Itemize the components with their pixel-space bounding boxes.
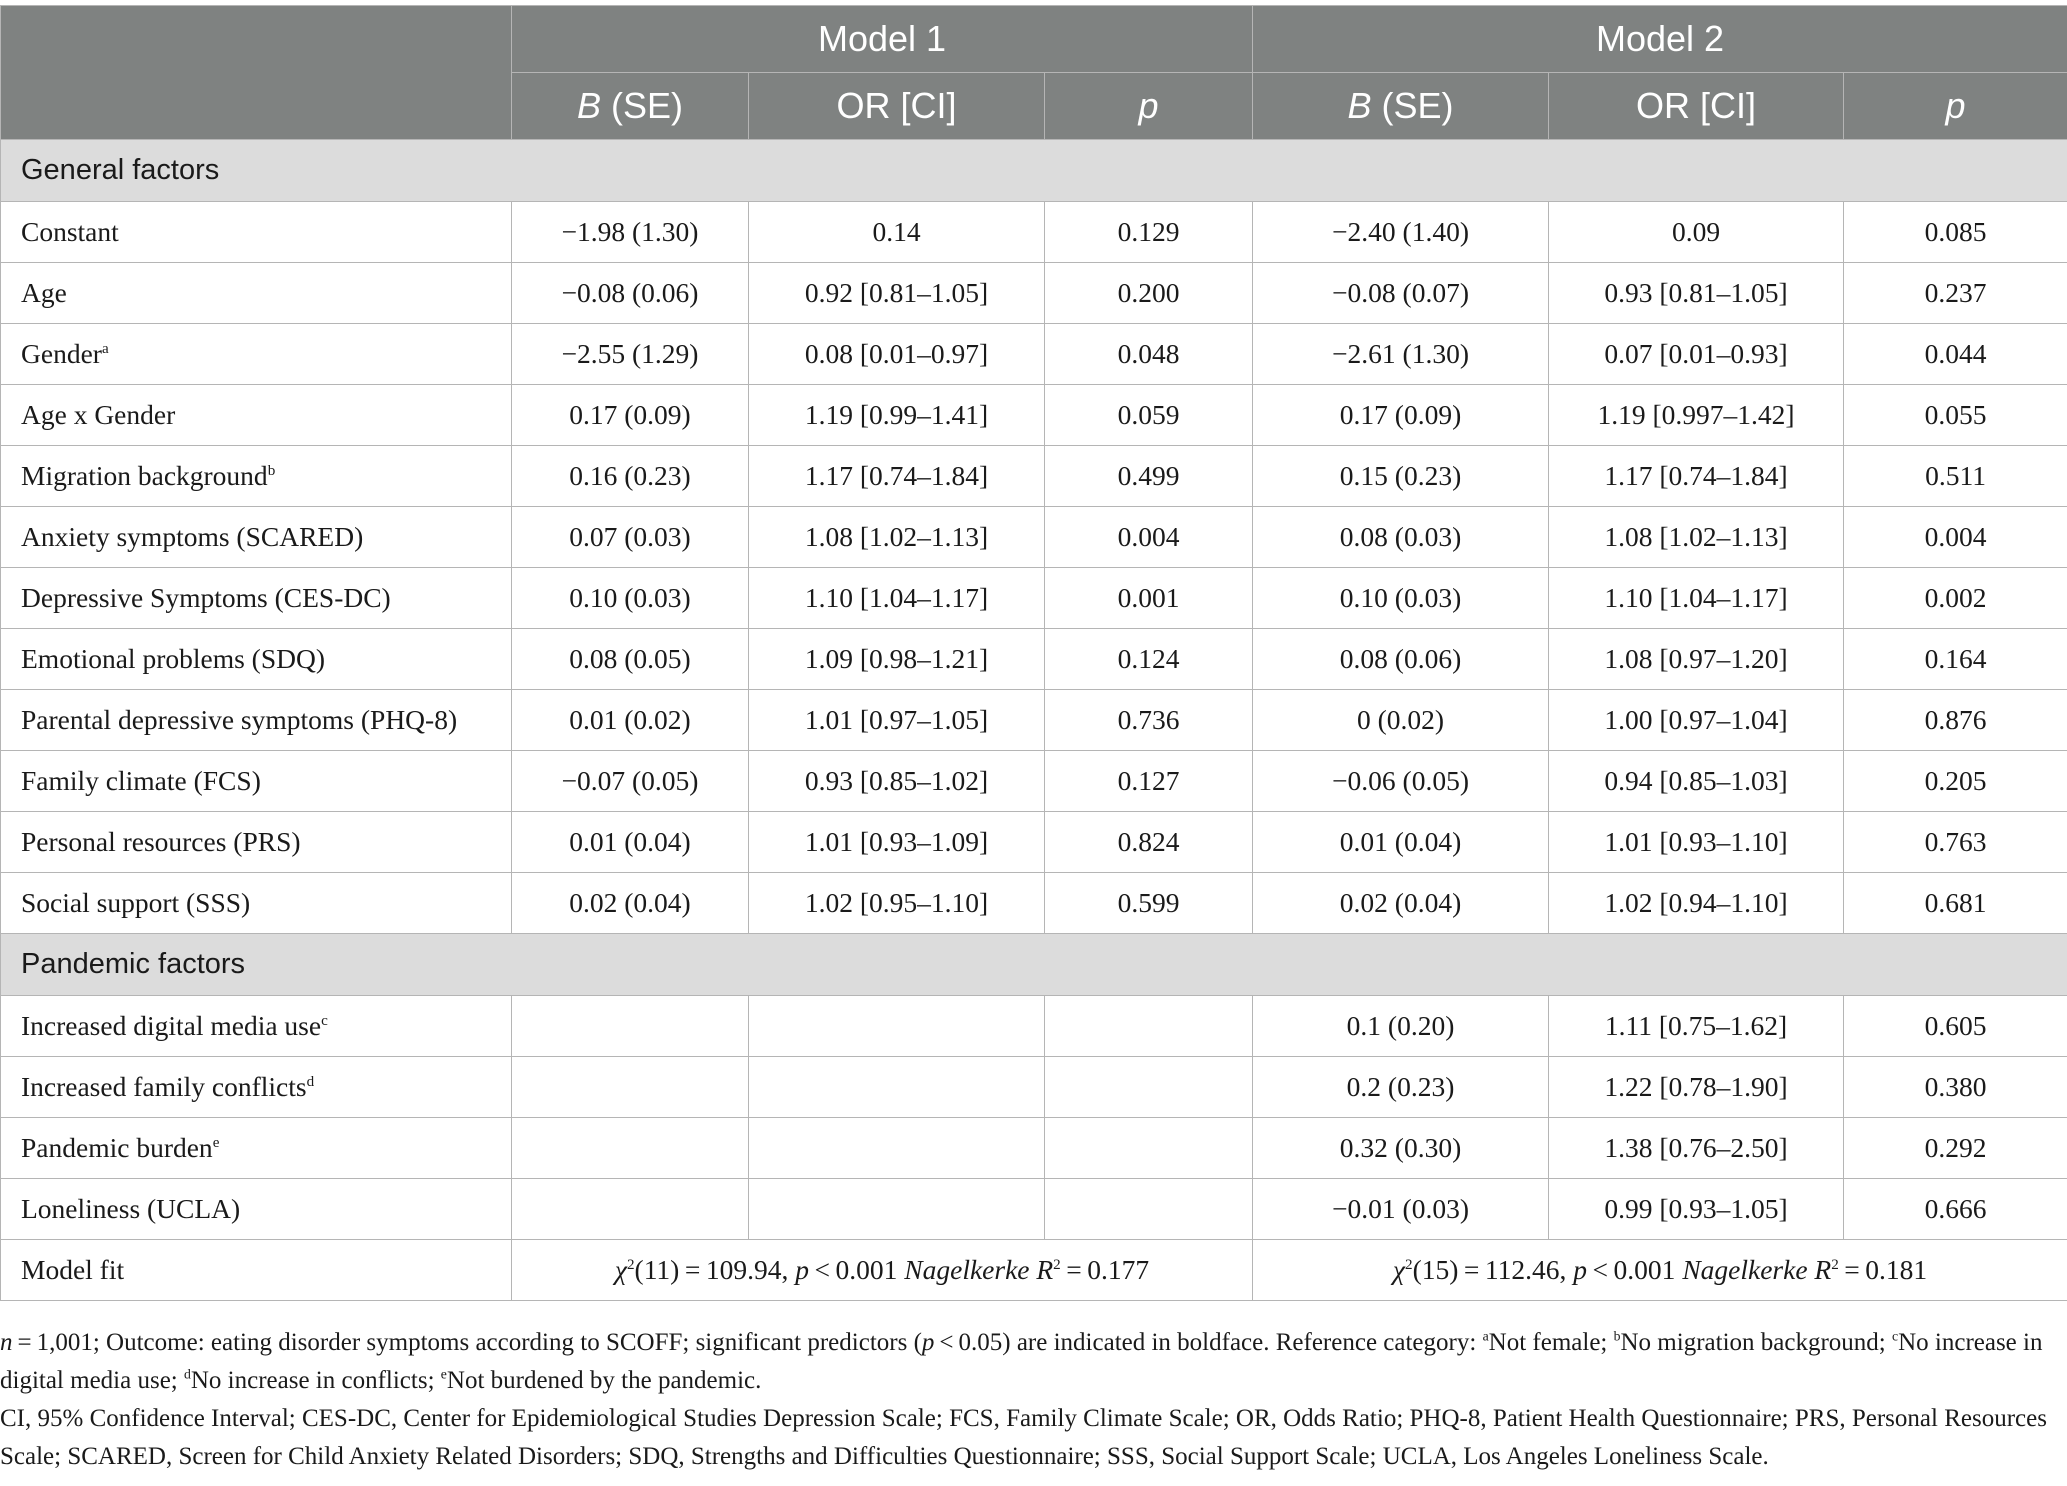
chi-value: (11) = 109.94, — [634, 1254, 796, 1285]
model1-or-ci: 0.93 [0.85–1.02] — [749, 751, 1045, 812]
model1-or-ci: 1.02 [0.95–1.10] — [749, 873, 1045, 934]
row-label — [1, 873, 512, 934]
ref-text: Not female; — [1488, 1329, 1614, 1356]
model2-or-ci: 0.99 [0.93–1.05] — [1549, 1179, 1844, 1240]
model2-p-value: 0.237 — [1844, 263, 2067, 324]
model2-p-value: 0.605 — [1844, 996, 2067, 1057]
model2-p-value: 0.055 — [1844, 385, 2067, 446]
chi-value: (15) = 112.46, — [1412, 1254, 1574, 1285]
p-value: < 0.001 — [1587, 1254, 1683, 1285]
row-label-text: Anxiety symptoms (SCARED) — [21, 521, 364, 552]
model1-or-ci: 1.10 [1.04–1.17] — [749, 568, 1045, 629]
model1-or-ci — [749, 996, 1045, 1057]
model1-b-se: 0.08 (0.05) — [512, 629, 749, 690]
section-label: General factors — [1, 140, 2067, 202]
nagelkerke-label: Nagelkerke R — [904, 1254, 1054, 1285]
model1-b-se: 0.01 (0.04) — [512, 812, 749, 873]
model1-or-ci: 1.19 [0.99–1.41] — [749, 385, 1045, 446]
row-label-text: Social support (SSS) — [21, 887, 251, 918]
ref-text: Not burdened by the pandemic. — [446, 1367, 762, 1394]
section-general-factors — [1, 140, 2067, 202]
model1-or-ci — [749, 1118, 1045, 1179]
model1-b-se — [512, 1057, 749, 1118]
row-label — [1, 629, 512, 690]
model2-fit — [1253, 1240, 2067, 1301]
model1-p-value — [1045, 996, 1253, 1057]
r2-sup: 2 — [1831, 1256, 1839, 1273]
row-label-text: Increased digital media use — [21, 1010, 322, 1041]
header-blank-cell — [1, 6, 512, 140]
model2-b-se: −0.06 (0.05) — [1253, 751, 1549, 812]
model2-b-se: −2.61 (1.30) — [1253, 324, 1549, 385]
header-p-italic: p — [1945, 85, 1966, 126]
table-row — [1, 873, 2067, 934]
model1-p-value: 0.129 — [1045, 202, 1253, 263]
table-row — [1, 1057, 2067, 1118]
model1-p-value: 0.127 — [1045, 751, 1253, 812]
model2-p-value: 0.044 — [1844, 324, 2067, 385]
table-row — [1, 446, 2067, 507]
row-label-text: Migration background — [21, 460, 268, 491]
model1-or-ci: 1.09 [0.98–1.21] — [749, 629, 1045, 690]
ref-text: No migration background; — [1620, 1329, 1892, 1356]
model1-or-ci: 1.08 [1.02–1.13] — [749, 507, 1045, 568]
header-model1: Model 1 — [512, 6, 1253, 73]
model2-p-value: 0.876 — [1844, 690, 2067, 751]
model2-b-se: 0.15 (0.23) — [1253, 446, 1549, 507]
model2-b-se: −0.08 (0.07) — [1253, 263, 1549, 324]
model2-or-ci: 1.17 [0.74–1.84] — [1549, 446, 1844, 507]
model1-or-ci: 1.01 [0.97–1.05] — [749, 690, 1045, 751]
nagelkerke-label: Nagelkerke R — [1682, 1254, 1832, 1285]
p-italic: p — [1573, 1254, 1588, 1285]
model1-p-value: 0.200 — [1045, 263, 1253, 324]
model1-or-ci: 1.01 [0.93–1.09] — [749, 812, 1045, 873]
row-label-text: Depressive Symptoms (CES-DC) — [21, 582, 391, 613]
model2-or-ci: 1.10 [1.04–1.17] — [1549, 568, 1844, 629]
row-label-text: Increased family conflicts — [21, 1071, 307, 1102]
notes-text: < 0.05) are indicated in boldface. Reference category: — [934, 1329, 1483, 1356]
table-row — [1, 202, 2067, 263]
row-label — [1, 385, 512, 446]
table-row — [1, 1118, 2067, 1179]
model2-p-value: 0.681 — [1844, 873, 2067, 934]
table-row — [1, 629, 2067, 690]
model1-p-value: 0.059 — [1045, 385, 1253, 446]
model2-or-ci: 1.38 [0.76–2.50] — [1549, 1118, 1844, 1179]
row-label-text: Gender — [21, 338, 102, 369]
chi-sup: 2 — [626, 1256, 635, 1273]
model1-or-ci: 0.92 [0.81–1.05] — [749, 263, 1045, 324]
ref-text: No increase in digital media use; — [0, 1329, 2043, 1394]
footnote-marker: d — [306, 1073, 315, 1090]
section-label: Pandemic factors — [1, 934, 2067, 996]
row-label — [1, 446, 512, 507]
model1-p-value: 0.004 — [1045, 507, 1253, 568]
model2-p-value: 0.511 — [1844, 446, 2067, 507]
model2-b-se: −0.01 (0.03) — [1253, 1179, 1549, 1240]
row-label — [1, 1057, 512, 1118]
model1-b-se: 0.16 (0.23) — [512, 446, 749, 507]
header-row-models — [1, 6, 2067, 73]
footnote-marker: e — [212, 1134, 220, 1151]
model1-b-se — [512, 1118, 749, 1179]
model2-p-value: 0.380 — [1844, 1057, 2067, 1118]
table-row — [1, 385, 2067, 446]
model2-b-se: 0.32 (0.30) — [1253, 1118, 1549, 1179]
ref-sup: d — [183, 1366, 191, 1382]
header-b-italic: B — [576, 85, 601, 126]
model2-b-se: 0.2 (0.23) — [1253, 1057, 1549, 1118]
row-label — [1, 690, 512, 751]
header-model2: Model 2 — [1253, 6, 2067, 73]
model2-b-se: 0.02 (0.04) — [1253, 873, 1549, 934]
p-value: < 0.001 — [809, 1254, 905, 1285]
table-row — [1, 263, 2067, 324]
row-label — [1, 1179, 512, 1240]
ref-sup: b — [1613, 1328, 1621, 1344]
p-italic: p — [921, 1329, 935, 1356]
chi-symbol: χ — [1392, 1254, 1406, 1285]
footnote-marker: b — [267, 462, 276, 479]
row-label-text: Emotional problems (SDQ) — [21, 643, 325, 674]
row-label — [1, 1118, 512, 1179]
model1-fit — [512, 1240, 1253, 1301]
r2-value: = 0.181 — [1838, 1254, 1928, 1285]
r2-sup: 2 — [1053, 1256, 1061, 1273]
model1-p-value: 0.599 — [1045, 873, 1253, 934]
n-italic: n — [0, 1329, 13, 1356]
row-label — [1, 202, 512, 263]
notes-line-1 — [0, 1324, 2060, 1400]
model2-or-ci: 1.22 [0.78–1.90] — [1549, 1057, 1844, 1118]
model2-p-value: 0.763 — [1844, 812, 2067, 873]
model2-b-se: 0 (0.02) — [1253, 690, 1549, 751]
model2-or-ci: 1.08 [1.02–1.13] — [1549, 507, 1844, 568]
model2-p-value: 0.292 — [1844, 1118, 2067, 1179]
chi-sup: 2 — [1405, 1256, 1413, 1273]
model1-b-se — [512, 1179, 749, 1240]
table-row — [1, 751, 2067, 812]
model1-b-se: −1.98 (1.30) — [512, 202, 749, 263]
table-row — [1, 996, 2067, 1057]
table-row — [1, 812, 2067, 873]
model1-b-se: −0.08 (0.06) — [512, 263, 749, 324]
row-label-text: Loneliness (UCLA) — [21, 1193, 241, 1224]
model-fit-row — [1, 1240, 2067, 1301]
model2-p-value: 0.666 — [1844, 1179, 2067, 1240]
model2-p-value: 0.205 — [1844, 751, 2067, 812]
header-m2-b — [1253, 73, 1549, 140]
row-label-text: Personal resources (PRS) — [21, 826, 301, 857]
model1-b-se: −2.55 (1.29) — [512, 324, 749, 385]
model1-p-value: 0.824 — [1045, 812, 1253, 873]
notes-abbreviations: CI, 95% Confidence Interval; CES-DC, Center for Epidemiological Studies Depression Scale; FCS, Family Climate Scale; OR, Odds Ratio; PHQ-8, Patient Health Questionnaire; PRS, Personal Resources Scale; SCARED, Screen for Child Anxiety Related Disorders; SDQ, Strengths and Difficulties Questionnaire; SSS, Social Support Scale; UCLA, Los Angeles Loneliness Scale. — [0, 1405, 2047, 1470]
model1-p-value — [1045, 1179, 1253, 1240]
model1-p-value: 0.124 — [1045, 629, 1253, 690]
model1-or-ci: 0.14 — [749, 202, 1045, 263]
p-italic: p — [795, 1254, 809, 1285]
notes-text: = 1,001; Outcome: eating disorder symptoms according to SCOFF; significant predictors ( — [12, 1329, 922, 1356]
header-b-rest: (SE) — [1371, 85, 1454, 126]
model2-b-se: −2.40 (1.40) — [1253, 202, 1549, 263]
table-row — [1, 1179, 2067, 1240]
row-label — [1, 751, 512, 812]
model2-or-ci: 1.08 [0.97–1.20] — [1549, 629, 1844, 690]
header-b-rest: (SE) — [601, 85, 684, 126]
ref-sup: e — [440, 1366, 447, 1382]
table-row — [1, 568, 2067, 629]
model2-or-ci: 0.94 [0.85–1.03] — [1549, 751, 1844, 812]
model2-or-ci: 1.19 [0.997–1.42] — [1549, 385, 1844, 446]
model1-or-ci — [749, 1057, 1045, 1118]
table-row — [1, 507, 2067, 568]
model1-or-ci — [749, 1179, 1045, 1240]
row-label-text: Age — [21, 277, 67, 308]
model1-p-value — [1045, 1057, 1253, 1118]
row-label-text: Pandemic burden — [21, 1132, 213, 1163]
section-pandemic-factors — [1, 934, 2067, 996]
table-row — [1, 324, 2067, 385]
model1-b-se: 0.10 (0.03) — [512, 568, 749, 629]
model2-or-ci: 1.02 [0.94–1.10] — [1549, 873, 1844, 934]
model1-b-se: 0.17 (0.09) — [512, 385, 749, 446]
model1-b-se — [512, 996, 749, 1057]
model2-or-ci: 1.11 [0.75–1.62] — [1549, 996, 1844, 1057]
header-m1-b — [512, 73, 749, 140]
model1-p-value: 0.001 — [1045, 568, 1253, 629]
model2-or-ci: 0.09 — [1549, 202, 1844, 263]
model1-p-value — [1045, 1118, 1253, 1179]
row-label — [1, 812, 512, 873]
row-label-text: Family climate (FCS) — [21, 765, 261, 796]
ref-sup: c — [1891, 1328, 1899, 1344]
model2-b-se: 0.10 (0.03) — [1253, 568, 1549, 629]
model2-b-se: 0.17 (0.09) — [1253, 385, 1549, 446]
model2-p-value: 0.002 — [1844, 568, 2067, 629]
model2-p-value: 0.085 — [1844, 202, 2067, 263]
model1-p-value: 0.048 — [1045, 324, 1253, 385]
model1-p-value: 0.499 — [1045, 446, 1253, 507]
header-m2-or: OR [CI] — [1549, 73, 1844, 140]
model1-or-ci: 0.08 [0.01–0.97] — [749, 324, 1045, 385]
model2-or-ci: 1.01 [0.93–1.10] — [1549, 812, 1844, 873]
table-notes — [0, 1324, 2060, 1476]
row-label — [1, 507, 512, 568]
ref-text: No increase in conflicts; — [190, 1367, 441, 1394]
header-m1-or: OR [CI] — [749, 73, 1045, 140]
footnote-marker: a — [101, 340, 109, 357]
header-m2-p — [1844, 73, 2067, 140]
model1-b-se: −0.07 (0.05) — [512, 751, 749, 812]
row-label-text: Age x Gender — [21, 399, 176, 430]
model2-b-se: 0.01 (0.04) — [1253, 812, 1549, 873]
footnote-marker: c — [321, 1012, 328, 1029]
row-label — [1, 263, 512, 324]
model2-b-se: 0.08 (0.06) — [1253, 629, 1549, 690]
row-label: Model fit — [1, 1240, 512, 1301]
regression-table — [0, 5, 2067, 1301]
model2-or-ci: 0.93 [0.81–1.05] — [1549, 263, 1844, 324]
ref-sup: a — [1482, 1328, 1489, 1344]
row-label — [1, 996, 512, 1057]
chi-symbol: χ — [614, 1254, 627, 1285]
model2-p-value: 0.164 — [1844, 629, 2067, 690]
model2-p-value: 0.004 — [1844, 507, 2067, 568]
row-label — [1, 324, 512, 385]
model2-or-ci: 0.07 [0.01–0.93] — [1549, 324, 1844, 385]
row-label-text: Parental depressive symptoms (PHQ-8) — [21, 704, 458, 735]
model1-p-value: 0.736 — [1045, 690, 1253, 751]
model2-b-se: 0.1 (0.20) — [1253, 996, 1549, 1057]
model1-b-se: 0.01 (0.02) — [512, 690, 749, 751]
r2-value: = 0.177 — [1060, 1254, 1150, 1285]
header-p-italic: p — [1138, 85, 1159, 126]
model2-or-ci: 1.00 [0.97–1.04] — [1549, 690, 1844, 751]
row-label — [1, 568, 512, 629]
table-row — [1, 690, 2067, 751]
header-m1-p — [1045, 73, 1253, 140]
header-b-italic: B — [1347, 85, 1372, 126]
model1-or-ci: 1.17 [0.74–1.84] — [749, 446, 1045, 507]
model1-b-se: 0.07 (0.03) — [512, 507, 749, 568]
model1-b-se: 0.02 (0.04) — [512, 873, 749, 934]
model2-b-se: 0.08 (0.03) — [1253, 507, 1549, 568]
row-label-text: Constant — [21, 216, 119, 247]
